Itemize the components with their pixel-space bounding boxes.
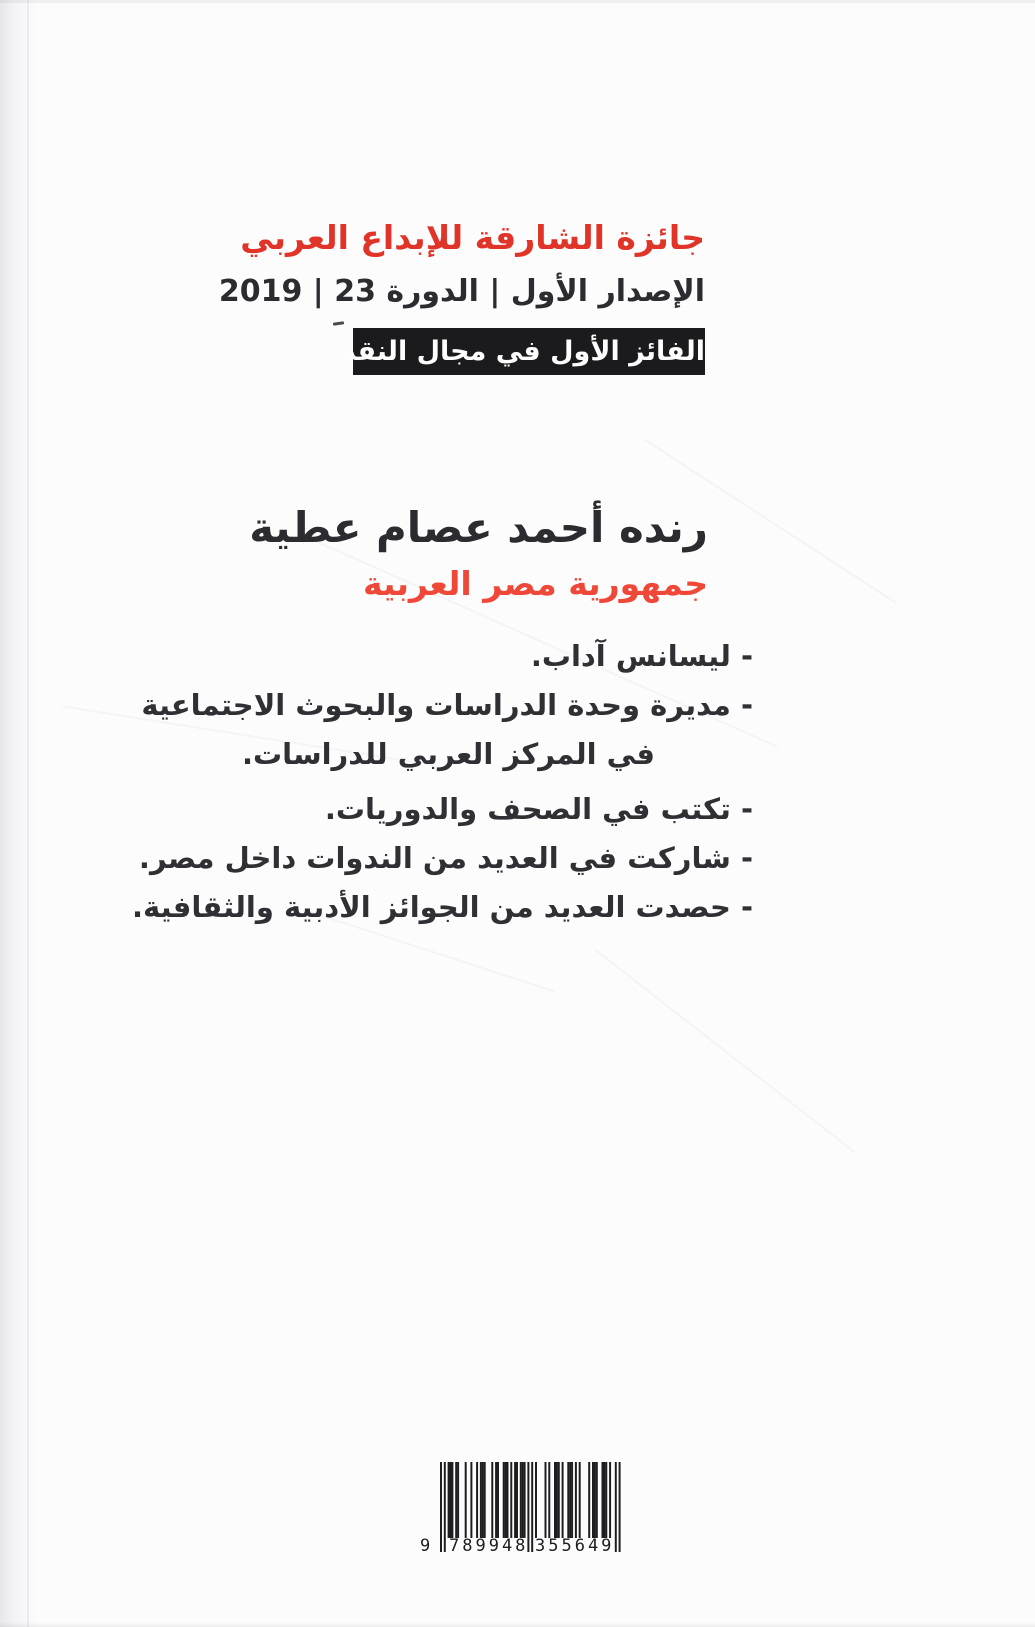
- award-title: جائزة الشارقة للإبداع العربي: [240, 218, 705, 257]
- author-name: رنده أحمد عصام عطية: [249, 503, 708, 552]
- bio-list: [131, 632, 753, 932]
- paper-crease: [594, 949, 855, 1154]
- edition-line: الإصدار الأول | الدورة 23 | 2019: [218, 274, 705, 309]
- author-block: [249, 500, 708, 606]
- isbn-group1: 789948: [449, 1536, 529, 1556]
- scan-left-edge-shadow: [0, 0, 40, 1627]
- isbn-group2: 355649: [535, 1536, 615, 1556]
- scan-top-edge: [0, 0, 1035, 3]
- scan-left-edge-line: [27, 0, 29, 1627]
- bio-item: - مديرة وحدة الدراسات والبحوث الاجتماعية: [141, 688, 753, 722]
- bio-item: - حصدت العديد من الجوائز الأدبية والثقافية.: [131, 890, 753, 924]
- bio-item: - شاركت في العديد من الندوات داخل مصر.: [138, 841, 753, 875]
- winner-banner: الفائز الأول في مجال النقد: [353, 328, 705, 375]
- isbn-first-digit: 9: [420, 1536, 431, 1556]
- bio-item: - ليسانس آداب.: [530, 639, 753, 673]
- award-header: [219, 216, 705, 375]
- bio-item: - تكتب في الصحف والدوريات.: [324, 792, 753, 826]
- bio-item: في المركز العربي للدراسات.: [242, 737, 655, 771]
- scan-bottom-edge: [0, 1622, 1035, 1627]
- author-country: جمهورية مصر العربية: [363, 564, 708, 603]
